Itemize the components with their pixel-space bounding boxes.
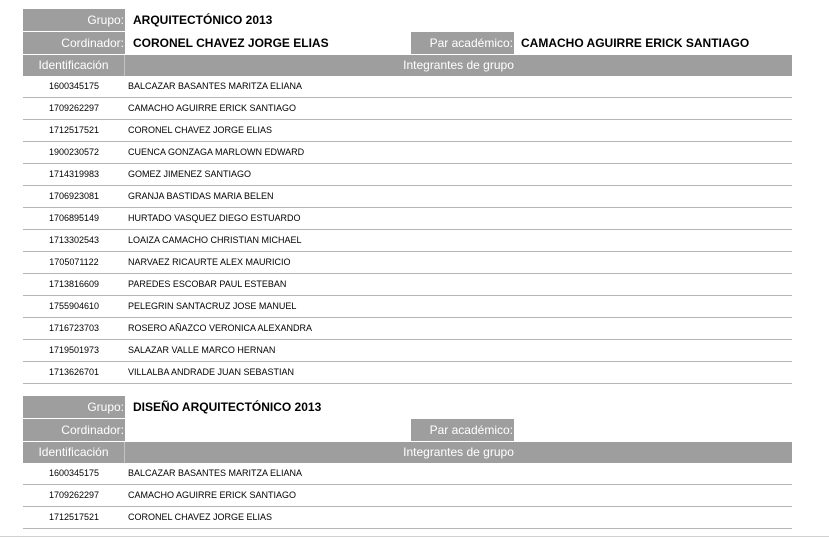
member-name: CAMACHO AGUIRRE ERICK SANTIAGO — [128, 490, 297, 500]
member-row — [23, 318, 792, 340]
member-id: 1600345175 — [48, 81, 100, 91]
member-row — [23, 164, 792, 186]
member-name: CAMACHO AGUIRRE ERICK SANTIAGO — [128, 103, 297, 113]
member-id: 1706923081 — [48, 191, 100, 201]
member-row — [23, 274, 792, 296]
group-name: ARQUITECTÓNICO 2013 — [133, 13, 273, 27]
member-name: CORONEL CHAVEZ JORGE ELIAS — [128, 512, 273, 522]
member-id: 1709262297 — [48, 490, 100, 500]
member-id: 1713302543 — [48, 235, 100, 245]
member-row — [23, 230, 792, 252]
member-id: 1713816609 — [48, 279, 100, 289]
member-row — [23, 296, 792, 318]
member-name: GRANJA BASTIDAS MARIA BELEN — [128, 191, 274, 201]
member-name: CORONEL CHAVEZ JORGE ELIAS — [128, 125, 273, 135]
member-row — [23, 142, 792, 164]
coordinator-name: CORONEL CHAVEZ JORGE ELIAS — [133, 36, 329, 50]
group-row — [23, 9, 792, 32]
member-name: GOMEZ JIMENEZ SANTIAGO — [128, 169, 252, 179]
group-label: Grupo: — [23, 396, 125, 418]
member-name: LOAIZA CAMACHO CHRISTIAN MICHAEL — [128, 235, 302, 245]
member-name: VILLALBA ANDRADE JUAN SEBASTIAN — [128, 367, 295, 377]
member-id: 1900230572 — [48, 147, 100, 157]
member-name: BALCAZAR BASANTES MARITZA ELIANA — [128, 468, 303, 478]
coordinator-label: Cordinador: — [23, 32, 125, 54]
member-row — [23, 76, 792, 98]
column-header-members: Integrantes de grupo — [403, 58, 514, 72]
member-row — [23, 186, 792, 208]
member-id: 1709262297 — [48, 103, 100, 113]
column-header — [23, 55, 792, 76]
coordinator-row — [23, 32, 792, 55]
member-id: 1706895149 — [48, 213, 100, 223]
group-label: Grupo: — [23, 9, 125, 31]
member-id: 1600345175 — [48, 468, 100, 478]
coordinator-label: Cordinador: — [23, 419, 125, 441]
member-id: 1719501973 — [48, 345, 100, 355]
group-name: DISEÑO ARQUITECTÓNICO 2013 — [133, 400, 322, 414]
member-row — [23, 507, 792, 529]
academic-pair-name: CAMACHO AGUIRRE ERICK SANTIAGO — [521, 36, 750, 50]
group-row — [23, 396, 792, 419]
member-row — [23, 98, 792, 120]
member-id: 1755904610 — [48, 301, 100, 311]
coordinator-row — [23, 419, 792, 442]
member-id: 1716723703 — [48, 323, 100, 333]
member-name: CUENCA GONZAGA MARLOWN EDWARD — [128, 147, 305, 157]
member-name: SALAZAR VALLE MARCO HERNAN — [128, 345, 276, 355]
member-name: PELEGRIN SANTACRUZ JOSE MANUEL — [128, 301, 297, 311]
column-header-members: Integrantes de grupo — [403, 445, 514, 459]
academic-pair-label: Par académico: — [411, 419, 514, 441]
member-list — [23, 76, 792, 384]
member-row — [23, 463, 792, 485]
column-header-id: Identificación — [23, 442, 125, 463]
group-block — [23, 396, 792, 529]
member-id: 1714319983 — [48, 169, 100, 179]
group-block — [23, 9, 792, 384]
member-row — [23, 340, 792, 362]
member-name: NARVAEZ RICAURTE ALEX MAURICIO — [128, 257, 291, 267]
column-header — [23, 442, 792, 463]
member-name: ROSERO AÑAZCO VERONICA ALEXANDRA — [128, 323, 313, 333]
column-header-id: Identificación — [23, 55, 125, 76]
member-name: BALCAZAR BASANTES MARITZA ELIANA — [128, 81, 303, 91]
member-row — [23, 252, 792, 274]
member-id: 1712517521 — [48, 512, 100, 522]
member-row — [23, 208, 792, 230]
member-id: 1713626701 — [48, 367, 100, 377]
member-id: 1705071122 — [49, 257, 99, 267]
member-name: PAREDES ESCOBAR PAUL ESTEBAN — [128, 279, 287, 289]
academic-pair-label: Par académico: — [411, 32, 514, 54]
page-divider — [0, 536, 829, 537]
member-name: HURTADO VASQUEZ DIEGO ESTUARDO — [128, 213, 301, 223]
member-id: 1712517521 — [48, 125, 100, 135]
member-list — [23, 463, 792, 529]
member-row — [23, 120, 792, 142]
member-row — [23, 362, 792, 384]
member-row — [23, 485, 792, 507]
